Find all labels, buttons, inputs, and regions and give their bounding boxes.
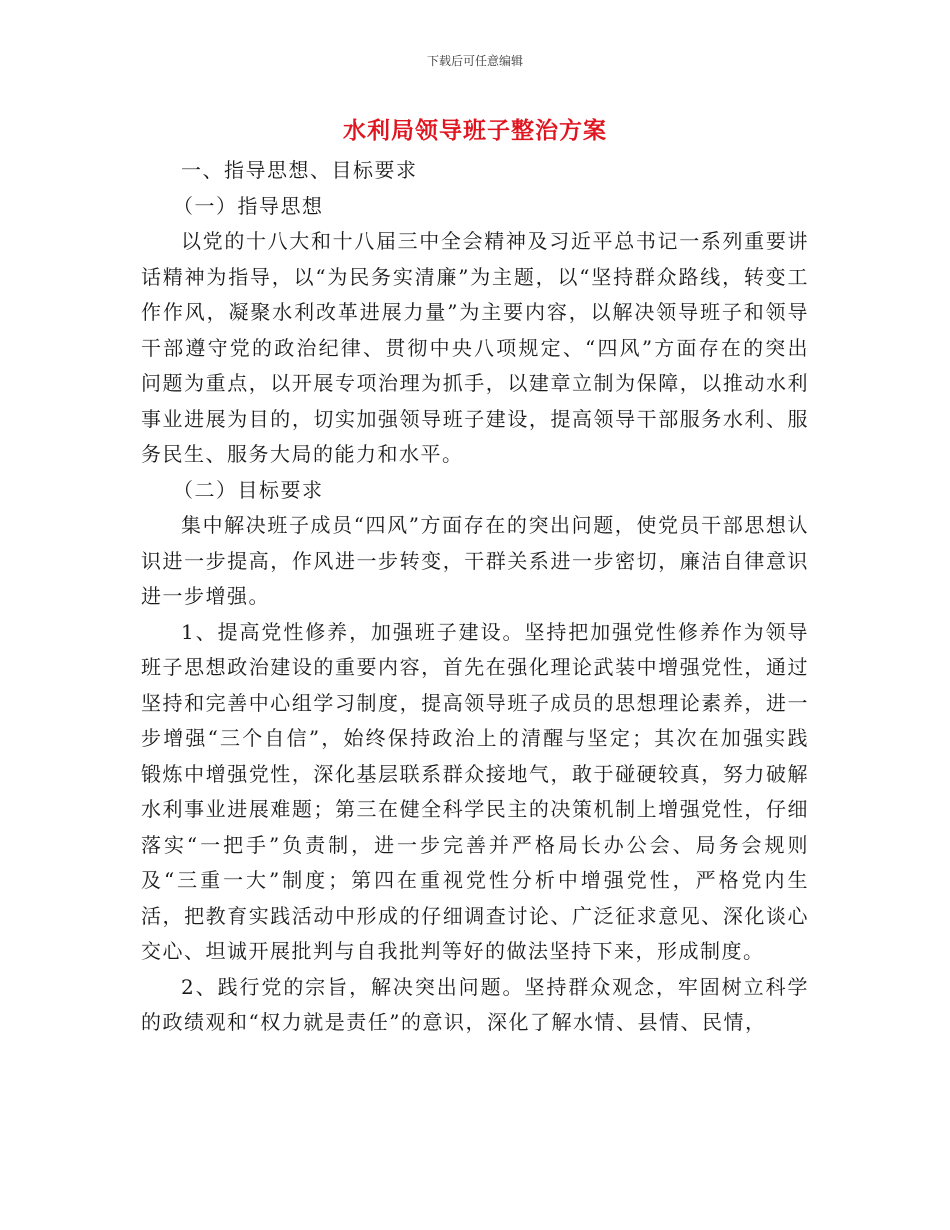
subsection-heading: （二）目标要求	[173, 477, 324, 502]
header-note: 下载后可任意编辑	[426, 54, 523, 68]
section-heading: 一、指导思想、目标要求	[181, 158, 418, 182]
body-paragraph: 2、践行党的宗旨，解决突出问题。坚持群众观念，牢固树立科学的政绩观和“权力就是责任”的意识，深化了解水情、县情、民情，	[141, 974, 809, 1034]
body-paragraph: 集中解决班子成员“四风”方面存在的突出问题，使党员干部思想认识进一步提高，作风进一步转变，干群关系进一步密切，廉洁自律意识进一步增强。	[141, 513, 809, 608]
document-title: 水利局领导班子整治方案	[343, 118, 607, 144]
subsection-heading: （一）指导思想	[173, 193, 324, 218]
body-paragraph: 1、提高党性修养，加强班子建设。坚持把加强党性修养作为领导班子思想政治建设的重要内容，首先在强化理论武装中增强党性，通过坚持和完善中心组学习制度，提高领导班子成员的思想理论素养，进一步增强“三个自信”，始终保持政治上的清醒与坚定；其次在加强实践锻炼中增强党性，深化基层联系群众接地气，敢于碰硬较真，努力破解水利事业进展难题；第三在健全科学民主的决策机制上增强党性，仔细落实“一把手”负责制，进一步完善并严格局长办公会、局务会规则及“三重一大”制度；第四在重视党性分析中增强党性，严格党内生活，把教育实践活动中形成的仔细调查讨论、广泛征求意见、深化谈心交心、坦诚开展批判与自我批判等好的做法坚持下来，形成制度。	[141, 619, 809, 963]
body-paragraph: 以党的十八大和十八届三中全会精神及习近平总书记一系列重要讲话精神为指导，以“为民务实清廉”为主题，以“坚持群众路线，转变工作作风，凝聚水利改革进展力量”为主要内容，以解决领导班子和领导干部遵守党的政治纪律、贯彻中央八项规定、“四风”方面存在的突出问题为重点，以开展专项治理为抓手，以建章立制为保障，以推动水利事业进展为目的，切实加强领导班子建设，提高领导干部服务水利、服务民生、服务大局的能力和水平。	[141, 229, 809, 466]
document-body	[141, 153, 809, 1041]
